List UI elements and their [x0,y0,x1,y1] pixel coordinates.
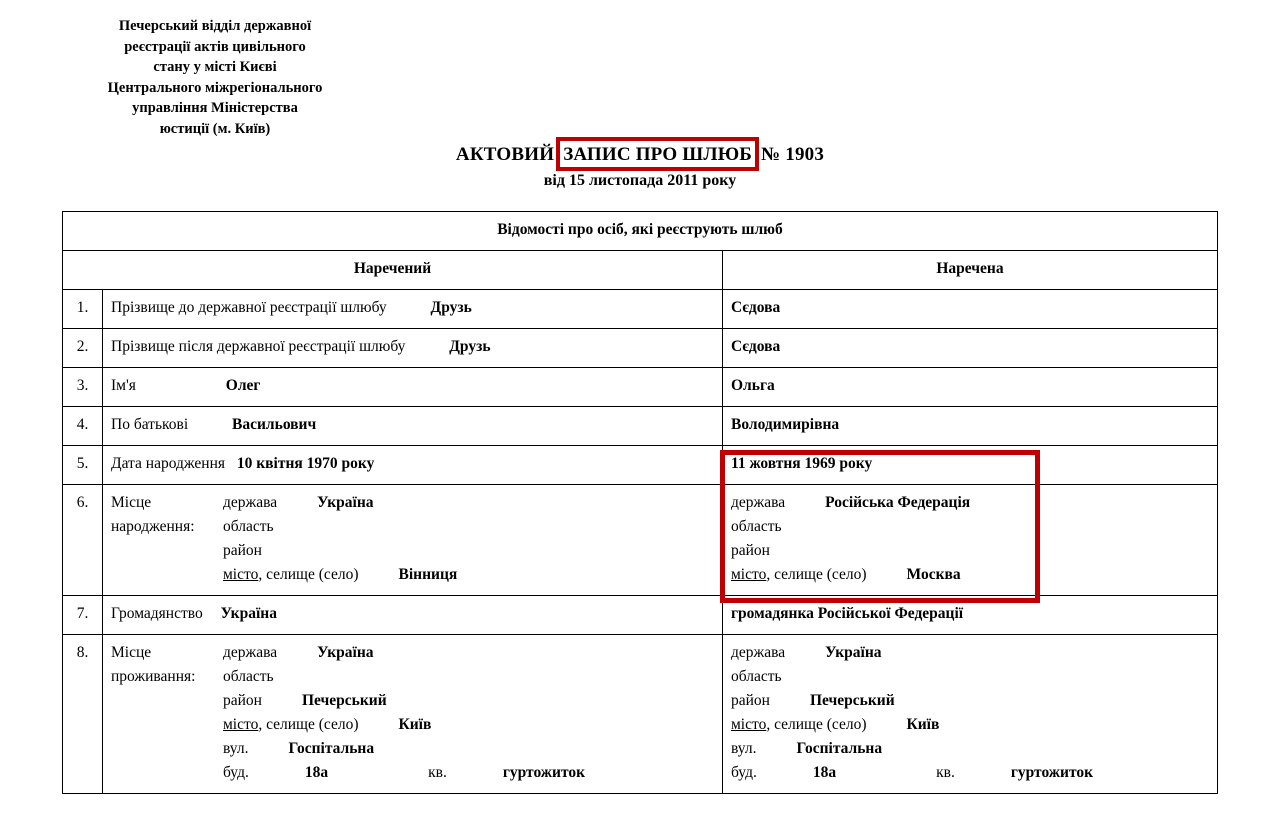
birth-place-label-line1: Місце [111,494,152,512]
table-row [63,368,1218,407]
field-label: місто [731,566,767,584]
residence-fields-bride [731,641,1209,785]
table-header-row [63,251,1218,290]
field-value: Москва [906,566,961,584]
office-line-2: реєстрації актів цивільного [124,38,306,55]
field-value: Російська Федерація [825,494,971,512]
field-label: вул. [731,740,757,758]
field-state [731,491,1209,515]
field-street [731,737,1209,761]
field-label: район [731,692,770,710]
field-value: Київ [398,716,432,734]
field-value: Печерський [809,692,895,710]
row-residence-bride [723,635,1218,794]
field-label: район [223,542,262,560]
bride-cell [723,290,1218,329]
bride-cell [723,368,1218,407]
field-label: місто [731,716,767,734]
field-region [731,665,1209,689]
field-region [731,515,1209,539]
row-first-name [103,368,723,407]
row-label: Прізвище після державної реєстрації шлюбу [111,338,406,356]
field-district [731,689,1209,713]
groom-value: Друзь [430,299,472,317]
row-number: 6. [63,485,103,596]
field-state [731,641,1209,665]
office-line-3: стану у місті Києві [153,59,277,76]
office-line-6: юстиції (м. Київ) [159,120,271,137]
row-label: Громадянство [111,605,203,623]
table-row [63,446,1218,485]
field-label: район [223,692,262,710]
field-label-rest: , селище (село) [258,566,359,584]
document-date: від 15 листопада 2011 року [543,172,737,189]
field-value-apartment: гуртожиток [1010,764,1094,782]
field-city [223,713,714,737]
field-street [223,737,714,761]
row-birth-place-groom [103,485,723,596]
groom-value: Олег [225,377,261,395]
field-label: держава [731,494,786,512]
field-value: Київ [906,716,940,734]
field-district [223,689,714,713]
page-title [0,144,1280,166]
residence-label-line2: проживання: [111,668,196,686]
row-citizenship-bride [723,596,1218,635]
field-label: держава [731,644,786,662]
field-value: Україна [317,644,374,662]
birth-place-fields-groom [223,491,714,587]
table-caption-row [63,212,1218,251]
field-value: Печерський [301,692,387,710]
table-caption: Відомості про осіб, які реєструють шлюб [63,212,1218,251]
row-number: 5. [63,446,103,485]
field-district [731,539,1209,563]
office-line-1: Печерський відділ державної [118,18,312,34]
field-label-building: буд. [223,764,249,782]
field-value: Госпітальна [796,740,883,758]
marriage-record-table [62,211,1218,794]
field-label: місто [223,716,259,734]
birth-place-label-line2: народження: [111,518,195,536]
issuing-office-block [70,16,360,139]
row-number: 3. [63,368,103,407]
table-row [63,596,1218,635]
field-label: район [731,542,770,560]
bride-value: Володимирівна [731,416,840,434]
groom-value: Україна [220,605,277,623]
row-number: 4. [63,407,103,446]
field-label-rest: , селище (село) [258,716,359,734]
title-record-number: № 1903 [756,144,825,165]
field-value: Госпітальна [288,740,375,758]
field-value-apartment: гуртожиток [502,764,586,782]
row-citizenship-groom [103,596,723,635]
row-number: 8. [63,635,103,794]
field-label-apartment: кв. [428,764,447,782]
bride-cell [723,329,1218,368]
field-label-rest: , селище (село) [766,566,867,584]
field-label: область [731,518,782,536]
field-label: область [223,668,274,686]
field-region [223,515,714,539]
field-building-apartment [223,761,714,785]
table-row [63,290,1218,329]
groom-value: 10 квітня 1970 року [236,455,375,473]
row-label: Прізвище до державної реєстрації шлюбу [111,299,387,317]
field-label: вул. [223,740,249,758]
row-residence-groom [103,635,723,794]
field-label-building: буд. [731,764,757,782]
row-surname-after [103,329,723,368]
row-birth-date [103,446,723,485]
groom-value: Друзь [449,338,491,356]
row-label: По батькові [111,416,189,434]
title-highlighted-phrase: ЗАПИС ПРО ШЛЮБ [559,144,756,166]
bride-value: 11 жовтня 1969 року [731,455,873,473]
field-state [223,641,714,665]
residence-label [111,641,223,785]
row-birth-place-bride [723,485,1218,596]
field-value: Україна [317,494,374,512]
table-row [63,635,1218,794]
field-label: область [731,668,782,686]
field-label-rest: , селище (село) [766,716,867,734]
groom-value: Васильович [232,416,317,434]
row-surname-before [103,290,723,329]
row-number: 2. [63,329,103,368]
field-district [223,539,714,563]
field-city [223,563,714,587]
office-line-5: управління Міністерства [132,100,298,117]
field-value: Україна [825,644,882,662]
bride-value: громадянка Російської Федерації [731,605,964,623]
field-region [223,665,714,689]
field-building-apartment [731,761,1209,785]
row-patronymic [103,407,723,446]
field-label: область [223,518,274,536]
bride-value: Сєдова [731,338,781,356]
office-line-4: Центрального міжрегіонального [107,79,323,96]
field-label: держава [223,494,278,512]
residence-fields-groom [223,641,714,785]
birth-place-fields-bride [731,491,1209,587]
row-label: Дата народження [111,455,225,473]
title-prefix: АКТОВИЙ [455,144,560,165]
bride-cell [723,407,1218,446]
bride-value: Сєдова [731,299,781,317]
field-value-building: 18а [812,764,837,782]
birth-place-label [111,491,223,587]
row-label: Ім'я [111,377,136,395]
bride-value: Ольга [731,377,775,395]
row-number: 7. [63,596,103,635]
field-label: місто [223,566,259,584]
field-label-apartment: кв. [936,764,955,782]
field-label: держава [223,644,278,662]
table-row [63,485,1218,596]
residence-label-line1: Місце [111,644,152,662]
table-row [63,329,1218,368]
row-number: 1. [63,290,103,329]
field-city [731,713,1209,737]
column-header-groom: Наречений [63,251,723,290]
column-header-bride: Наречена [723,251,1218,290]
field-city [731,563,1209,587]
field-state [223,491,714,515]
table-row [63,407,1218,446]
field-value: Вінниця [398,566,458,584]
document-title-block [0,144,1280,190]
field-value-building: 18а [304,764,329,782]
bride-cell [723,446,1218,485]
